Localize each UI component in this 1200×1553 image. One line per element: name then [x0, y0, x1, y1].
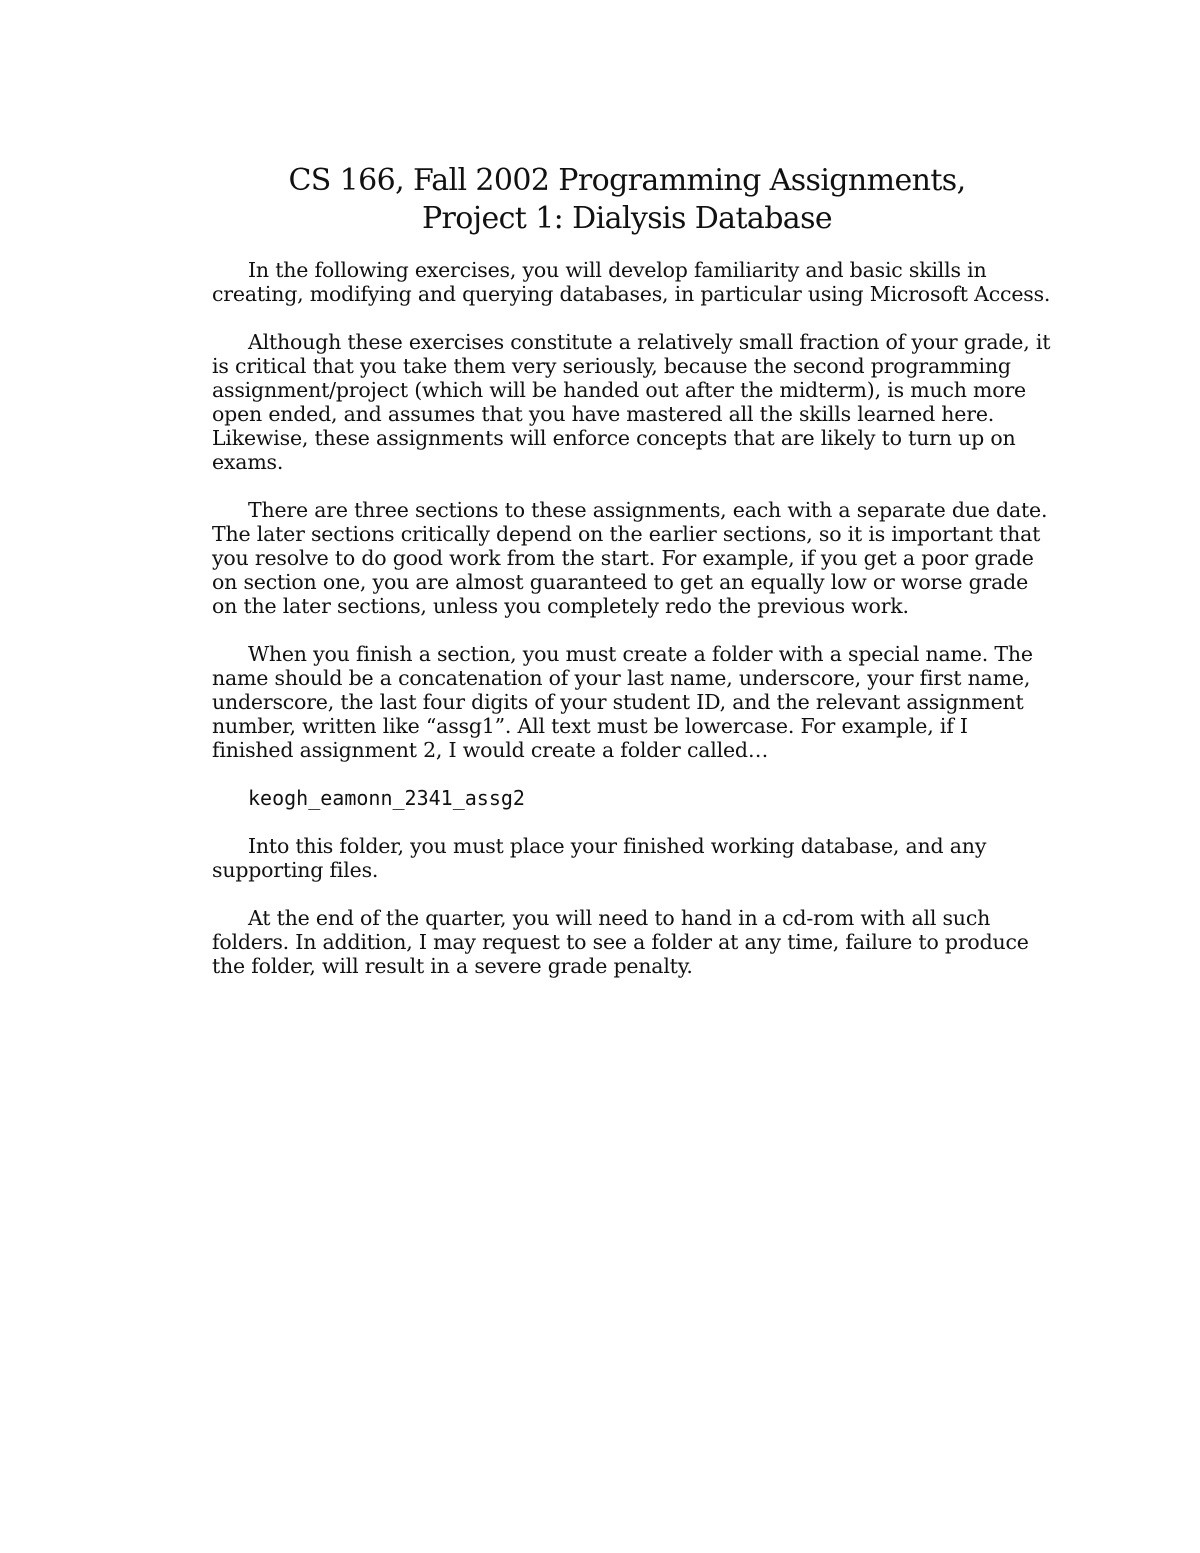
title-line-2: Project 1: Dialysis Database [421, 201, 833, 236]
title-line-1: CS 166, Fall 2002 Programming Assignments, [288, 163, 966, 198]
document-body [212, 258, 1054, 1002]
example-folder-name: keogh_eamonn_2341_assg2 [248, 786, 525, 810]
paragraph-intro: In the following exercises, you will develop familiarity and basic skills in creating, modifying and querying databases, in particular using Microsoft Access. [212, 258, 1051, 306]
paragraph-folder-contents: Into this folder, you must place your finished working database, and any supporting files. [212, 834, 987, 882]
paragraph-folder-naming: When you finish a section, you must create a folder with a special name. The name should be a concatenation of your last name, underscore, your first name, underscore, the last four digits of your student ID, and the relevant assignment number, written like “assg1”. All text must be lowercase. For example, if I finished assignment 2, I would create a folder called… [212, 642, 1033, 762]
paragraph-importance: Although these exercises constitute a relatively small fraction of your grade, it is critical that you take them very seriously, because the second programming assignment/project (which will be handed out after the midterm), is much more open ended, and assumes that you have mastered all the skills learned here. Likewise, these assignments will enforce concepts that are likely to turn up on exams. [212, 330, 1051, 474]
paragraph-submission: At the end of the quarter, you will need to hand in a cd-rom with all such folders. In addition, I may request to see a folder at any time, failure to produce the folder, will result in a severe grade penalty. [212, 906, 1029, 978]
page-title [212, 162, 1042, 238]
paragraph-sections: There are three sections to these assignments, each with a separate due date. The later sections critically depend on the earlier sections, so it is important that you resolve to do good work from the start. For example, if you get a poor grade on section one, you are almost guaranteed to get an equally low or worse grade on the later sections, unless you completely redo the previous work. [212, 498, 1048, 618]
